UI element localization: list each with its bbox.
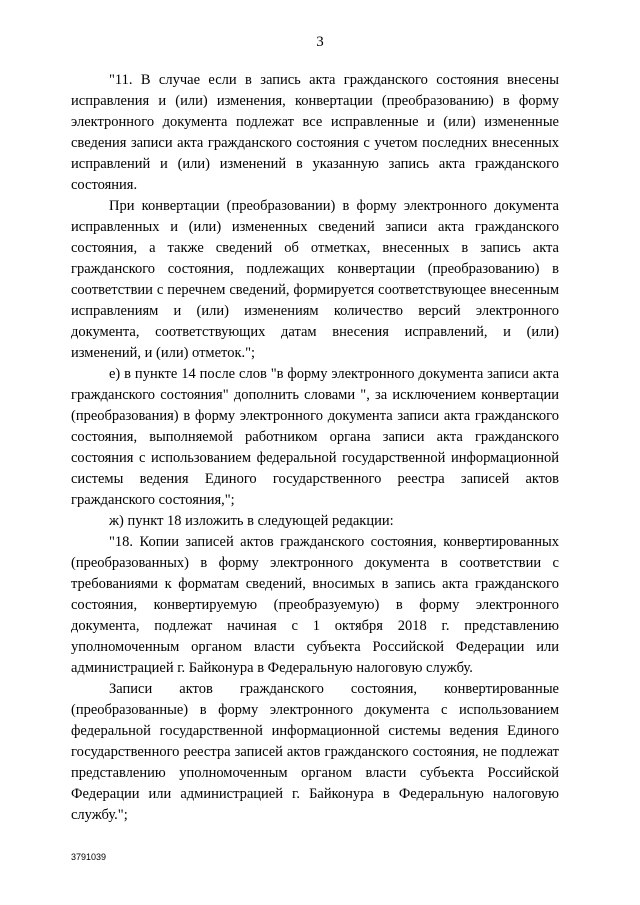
page-number: 3 (316, 34, 324, 50)
paragraph-item-18: "18. Копии записей актов гражданского состояния, конвертированных (преобразованных) в форму электронного документа в соответствии с требованиями к форматам сведений, вносимых в запись акта гражданского состояния, конвертируемую (преобразуемую) в форму электронного документа, подлежат начиная с 1 октября 2018 г. представлению уполномоченным органом власти субъекта Российской Федерации или администрацией г. Байконура в Федеральную налоговую службу. (71, 534, 559, 676)
document-body (71, 70, 559, 826)
document-code: 3791039 (71, 852, 107, 862)
paragraph-amendment-zh: ж) пункт 18 изложить в следующей редакции: (109, 513, 394, 529)
paragraph-records-not-submitted: Записи актов гражданского состояния, конвертированные (преобразованные) в форму электронного документа с использованием федеральной государственной информационной системы ведения Единого государственного реестра записей актов гражданского состояния, не подлежат представлению уполномоченным органом власти субъекта Российской Федерации или администрацией г. Байконура в Федеральную налоговую службу."; (71, 681, 559, 823)
paragraph-item-11: "11. В случае если в запись акта гражданского состояния внесены исправления и (или) изменения, конвертации (преобразованию) в форму электронного документа подлежат все исправленные и (или) измененные сведения записи акта гражданского состояния с учетом последних внесенных исправлений и (или) изменений в указанную запись акта гражданского состояния. (71, 72, 559, 193)
paragraph-amendment-e: е) в пункте 14 после слов "в форму электронного документа записи акта гражданского состояния" дополнить словами ", за исключением конвертации (преобразования) в форму электронного документа записи акта гражданского состояния, выполняемой работником органа записи акта гражданского состояния с использованием федеральной государственной информационной системы ведения Единого государственного реестра записей актов гражданского состояния,"; (71, 366, 559, 508)
paragraph-conversion-versions: При конвертации (преобразовании) в форму электронного документа исправленных и (или) измененных сведений записи акта гражданского состояния, а также сведений об отметках, внесенных в запись акта гражданского состояния, подлежащих конвертации (преобразованию) в соответствии с перечнем сведений, формируется соответствующее внесенным исправлениям и (или) изменениям количество версий электронного документа, соответствующих датам внесения исправлений, и (или) изменений, и (или) отметок."; (71, 198, 559, 361)
